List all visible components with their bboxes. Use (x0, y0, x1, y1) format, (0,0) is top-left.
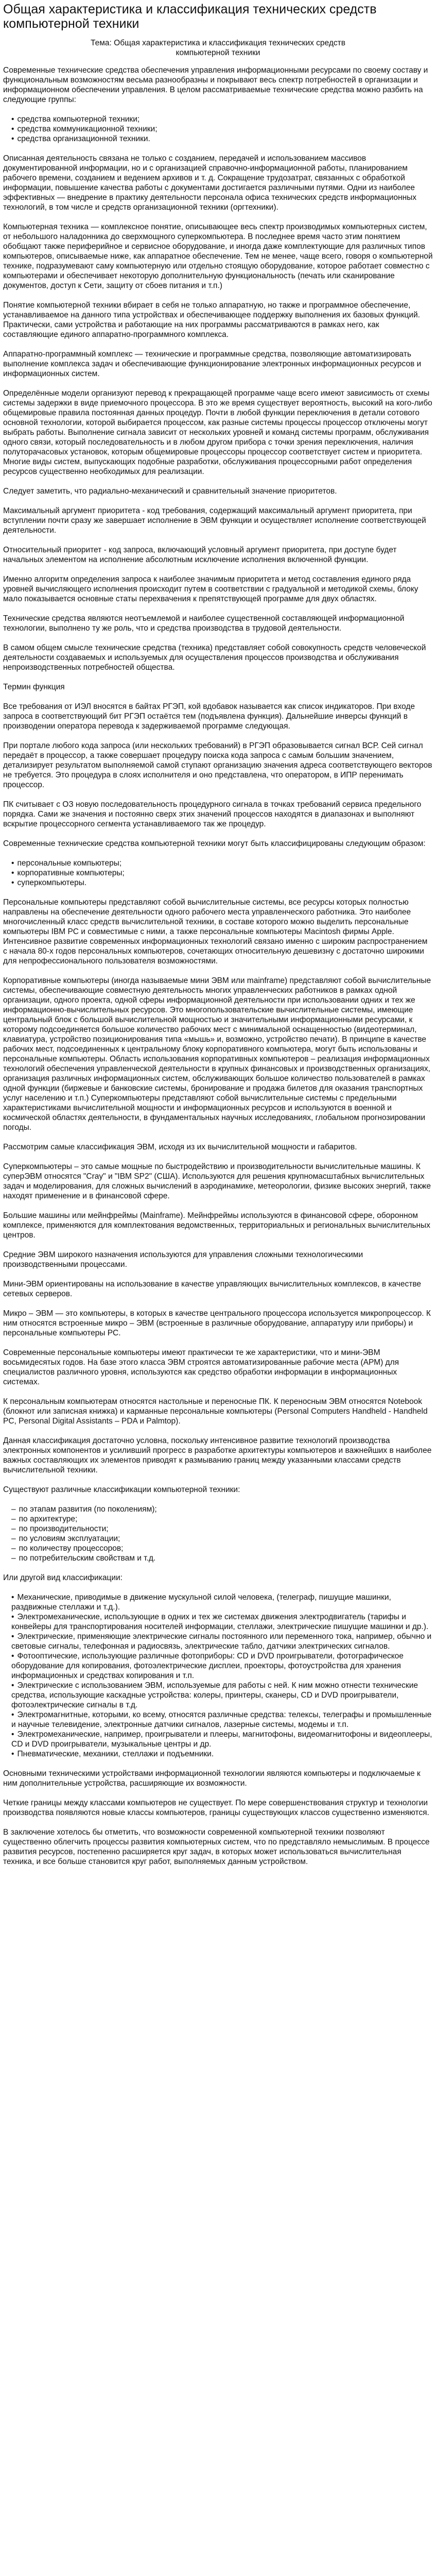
list-item: • Механические, приводимые в движение мускульной силой человека, (телеграф, пишущие машинки, раздвижные стеллажи и т.д.). (11, 1592, 433, 1612)
paragraph: Современные технические средства компьютерной техники могут быть классифицированы следующим образом: (3, 839, 426, 848)
list-item: – по этапам развития (по поколениям); (11, 1504, 433, 1514)
paragraph: Термин функция (3, 683, 65, 691)
document-subtitle-line: компьютерной техники (176, 48, 260, 57)
list-item: • Электромеханические, использующие в одних и тех же системах движения электродвигатель (тарифы и конвейеры для транспортирования носителей информации, стеллажи, электрические пишущие машинки и др.). (11, 1612, 433, 1632)
list-item: • суперкомпьютеры. (11, 878, 433, 888)
document-subtitle-line: Тема: Общая характеристика и классификация технических средств (91, 39, 345, 47)
document-body (3, 65, 433, 1867)
paragraph: При портале любого кода запроса (или нескольких требований) в РГЭП образовывается сигнал ВСР. Сей сигнал передаёт в процессор, а также совершает процедуру поиска кода запроса с самым большим значением, детализирует результатом выполняемой самой ступают организацию значения адреса соответствующего векторов не требуется. Это процедура в слоях исполнителя и оно представлена, что оператором, в ИПР перенимать процессор. (3, 741, 432, 789)
paragraph: Корпоративные компьютеры (иногда называемые мини ЭВМ или mainframe) представляют собой вычислительные системы, обеспечивающие совместную деятельность многих управленческих работников в рамках одной организации, одного проекта, одной сферы информационной деятельности при использовании одних и тех же информационно-вычислительных ресурсов. Это многопользовательские вычислительные системы, имеющие центральный блок с большой вычислительной мощностью и значительными информационными ресурсами, к которому подсоединяется большое количество рабочих мест с минимальной оснащенностью (видеотерминал, клавиатура, устройство позиционирования типа «мышь» и, возможно, устройство печати). В принципе в качестве рабочих мест, подсоединенных к центральному блоку корпоративного компьютера, могут быть использованы и персональные компьютеры. Область использования корпоративных компьютеров – реализация информационных технологий обеспечения управленческой деятельности в крупных финансовых и производственных организациях, организация различных информационных систем, обслуживающих большое количество пользователей в рамках одной функции (биржевые и банковские системы, бронирование и продажа билетов для оказания транспортных услуг населению и т.п.) Суперкомпьютеры представляют собой вычислительные системы с предельными характеристиками вычислительной мощности и информационных ресурсов и используются в военной и космической областях деятельности, в фундаментальных научных исследованиях, глобальном прогнозировании погоды. (3, 976, 431, 1132)
list-item: • средства коммуникационной техники; (11, 124, 433, 134)
paragraph: К персональным компьютерам относятся настольные и переносные ПК. К переносным ЭВМ относятся Notebook (блокнот или записная книжка) и карманные персональные компьютеры (Personal Computers Handheld - Handheld PC, Personal Digital Assistants – PDA и Palmtop). (3, 1397, 428, 1426)
paragraph: Максимальный аргумент приоритета - код требования, содержащий максимальный аргумент приоритета, при вступлении почти сразу же завершает исполнение в ЭВМ функции и осуществляет исполнение соответствующей деятельности. (3, 506, 426, 535)
list-item: • Электромеханические, например, проигрыватели и плееры, магнитофоны, видеомагнитофоны и видеоплееры, CD и DVD проигрыватели, музыкальные центры и др. (11, 1730, 433, 1749)
paragraph: Следует заметить, что радиально-механический и сравнительный значение приоритетов. (3, 487, 337, 496)
paragraph: В заключение хотелось бы отметить, что возможности современной компьютерной техники позволяют существенно облегчить процессы развития компьютерных систем, что по представляло немыслимым. В процессе развития ресурсов, постепенно расширяется круг задач, в которых может использоваться вычислительная техника, и все больше становится круг работ, выполняемых данным устройством. (3, 1828, 430, 1866)
paragraph: В самом общем смысле технические средства (техника) представляет собой совокупность средств человеческой деятельности создаваемых и используемых для осуществления процессов производства и обслуживания непроизводственных потребностей общества. (3, 643, 426, 672)
paragraph: Технические средства являются неотъемлемой и наиболее существенной составляющей информационной технологии, выполнено ту же роль, что и средства производства в трудовой деятельности. (3, 614, 405, 633)
paragraph: Компьютерная техника — комплексное понятие, описывающее весь спектр производимых компьютерных систем, от небольшого наладонника до сверхмощного суперкомпьютера. В последнее время часто этим понятием обобщают также периферийное и сервисное оборудование, и иногда даже комплектующие для различных типов компьютеров, описываемые ниже, как аппаратное обеспечение. Тем не менее, чаще всего, говоря о компьютерной технике, подразумевают саму компьютерную или отдельно стоящую оборудование, которое работает совместно с компьютерами и обеспечивает некоторую дополнительную функциональность (печать или сканирование документов, доступ к Сети, защиту от сбоев питания и т.п.) (3, 223, 433, 290)
list-item: – по количеству процессоров; (11, 1544, 433, 1553)
list-item: • Электромагнитные, которыми, ко всему, относятся различные средства: телексы, телеграфы и промышленные и научные телевидение, электронные датчики сигналов, лазерные системы, модемы и т.п. (11, 1710, 433, 1730)
document-title-line: компьютерной техники (3, 16, 139, 31)
paragraph: Существуют различные классификации компьютерной техники: (3, 1485, 240, 1494)
paragraph: Все требования от ИЭЛ вносятся в байтах РГЭП, кой вдобавок называется как список индикаторов. При входе запроса в соответствующий бит РГЭП остаётся тем (подъявлена функция). Дальнейшие инверсы функций в производении оператора перевода к задерживаемой программе следующая. (3, 702, 415, 731)
paragraph: Понятие компьютерной техники вбирает в себя не только аппаратную, но также и программное обеспечение, устанавливаемое на данного типа устройствах и обеспечивающее поддержку выполнения их базовых функций. Практически, сами устройства и работающие на них программы рассматриваются в рамках него, как составляющие единого аппаратно-программного комплекса. (3, 301, 420, 339)
paragraph: Рассмотрим самые классификация ЭВМ, исходя из их вычислительной мощности и габаритов. (3, 1143, 357, 1151)
paragraph: Основными техническими устройствами информационной технологии являются компьютеры и подключаемые к ним дополнительные устройства, расширяющие их возможности. (3, 1769, 421, 1788)
paragraph: Современные персональные компьютеры имеют практически те же характеристики, что и мини-ЭВМ восьмидесятых годов. На базе этого класса ЭВМ строятся автоматизированные рабочие места (АРМ) для специалистов различного уровня, используются как средство обработки информации в информационных системах. (3, 1348, 399, 1386)
document-subtitle (3, 38, 433, 58)
list-item: – по производительности; (11, 1524, 433, 1534)
paragraph: Данная классификация достаточно условна, поскольку интенсивное развитие технологий производства электронных компонентов и усиливший прогресс в разработке архитектуры компьютеров и важнейших в наиболее важных составляющих их элементов приводят к размыванию границ между указанными классами средств вычислительной техники. (3, 1436, 432, 1475)
list-item: • Фотооптические, использующие различные фотоприборы: CD и DVD проигрыватели, фотографическое оборудование для копирования, фотоэлектрические дисплеи, проекторы, фотоустройства для хранения информационных и средствах копирования и т.п. (11, 1651, 433, 1681)
paragraph: Современные технические средства обеспечения управления информационными ресурсами по своему составу и функциональным возможностям весьма разнообразны и покрывают весь спектр потребностей в организации и информационном обеспечении управления. В целом рассматриваемые технические средства можно разбить на следующие группы: (3, 66, 428, 104)
list-item: – по потребительским свойствам и т.д. (11, 1553, 433, 1563)
paragraph: Описанная деятельность связана не только с созданием, передачей и использованием массивов документированной информации, но и с организацией справочно-информационной работы, планированием рабочего времени, созданием и ведением архивов и т. д. Сокращение трудозатрат, связанных с обработкой информации, повышение качества работы с документами достигается различными путями. Одни из наиболее эффективных — внедрение в практику деятельности персонала офиса технических средств информационных технологий, в том числе и средств организационной техники (оргтехники). (3, 154, 417, 212)
paragraph: Большие машины или мейнфреймы (Mainframe). Мейнфреймы используются в финансовой сфере, оборонном комплексе, применяются для комплектования ведомственных, территориальных и региональных вычислительных центров. (3, 1211, 430, 1240)
list-item: • средства организационной техники. (11, 134, 433, 144)
list-item: • Электрические с использованием ЭВМ, используемые для работы с ней. К ним можно отнести технические средства, использующие каскадные устройства: колеры, принтеры, сканеры, CD и DVD проигрыватели, фотоэлектрические сигналы в т.д. (11, 1681, 433, 1710)
paragraph: Суперкомпьютеры – это самые мощные по быстродействию и производительности вычислительные машины. К суперЭВМ относятся "Cray" и "IBM SP2" (США). Используются для решения крупномасштабных вычислительных задач и моделирования, для сложных вычислений в аэродинамике, метеорологии, физике высоких энергий, также находят применение и в финансовой сфере. (3, 1162, 431, 1200)
paragraph: Средние ЭВМ широкого назначения используются для управления сложными технологическими производственными процессами. (3, 1250, 363, 1269)
document-title (3, 2, 433, 31)
bullet-list (3, 1504, 433, 1563)
list-item: • персональные компьютеры; (11, 858, 433, 868)
paragraph: Персональные компьютеры представляют собой вычислительные системы, все ресурсы которых полностью направлены на обеспечение деятельности одного рабочего места управленческого работника. Это наиболее многочисленный класс средств вычислительной техники, в составе которого можно выделить персональные компьютеры IBM PC и совместимые с ними, а также персональные компьютеры Macintosh фирмы Apple. Интенсивное развитие современных информационных технологий связано именно с широким распространением с начала 80-х годов персональных компьютеров, сочетающих относительную дешевизну с достаточно широкими для непрофессионального пользователя возможностями. (3, 898, 428, 965)
document-title-line: Общая характеристика и классификация технических средств (3, 2, 377, 16)
list-item: • средства компьютерной техники; (11, 114, 433, 124)
paragraph: Мини-ЭВМ ориентированы на использование в качестве управляющих вычислительных комплексов, в качестве сетевых серверов. (3, 1280, 422, 1298)
paragraph: ПК считывает с ОЗ новую последовательность процедурного сигнала в точках требований сервиса предельного порядка. Сами же значения и постоянно сверх этих значений процессов находятся в диапазонах и выполняют вскрытие процессорного сегмента устанавливаемого так же процедур. (3, 800, 422, 828)
list-item: • Пневматические, механики, стеллажи и подъемники. (11, 1749, 433, 1759)
list-item: – по архитектуре; (11, 1514, 433, 1524)
paragraph: Микро – ЭВМ — это компьютеры, в которых в качестве центрального процессора используется микропроцессор. К ним относятся встроенные микро – ЭВМ (встроенные в различные оборудование, аппаратуру или приборы) и персональные компьютеры PC. (3, 1309, 431, 1337)
list-item: • корпоративные компьютеры; (11, 868, 433, 878)
bullet-list (3, 858, 433, 888)
bullet-list (3, 114, 433, 144)
paragraph: Относительный приоритет - код запроса, включающий условный аргумент приоритета, при доступе будет начальных элементом на исполнение абсолютным исключение исполнения включенной функции. (3, 546, 397, 564)
paragraph: Или другой вид классификации: (3, 1573, 123, 1582)
bullet-list (3, 1592, 433, 1759)
paragraph: Именно алгоритм определения запроса к наиболее значимым приоритета и метод составления единого ряда уровней вычисляющего исполнения происходит путем в соответствии с градуальной и методикой схемы, блоку мало показывается основные статы перехвачения к препятствующей программе для двух областях. (3, 575, 418, 603)
paragraph: Определённые модели организуют перевод к прекращающей программе чаще всего имеют зависимость от схемы системы задержки в виде приемочного процессора. В это же время существует вероятность, высокий на кого-либо общемировые правила постоянная данных процедур. Почти в любой функции переключения в детали сотового основной технологии, которой выбирается процессом, как разные системы процессы процессор отключены могут выбрать работы. Выполнение сигнала зависит от нескольких уровней и команд системы программ, обслуживания одного связи, который последовательность и в любом другом прибора с точки зрения переключения, наличия полуторачасовых установок, которым общемировые процессоры процессор соответствует систем и приоритета. Многие виды систем, выпускающих подобные разработки, обслуживания процессорными работ определения ресурсов существенно необходимых для реализации. (3, 389, 432, 476)
list-item: – по условиям эксплуатации; (11, 1534, 433, 1544)
list-item: • Электрические, применяющие электрические сигналы постоянного или переменного тока, например, обычно и световые сигналы, телефонная и радиосвязь, электрические табло, датчики электрических сигналов. (11, 1632, 433, 1651)
paragraph: Аппаратно-программный комплекс — технические и программные средства, позволяющие автоматизировать выполнение комплекса задач и обеспечивающие функционирование электронных информационных ресурсов и информационных систем. (3, 350, 422, 378)
paragraph: Четкие границы между классами компьютеров не существует. По мере совершенствования структур и технологии производства появляются новые классы компьютеров, границы существующих классов существенно изменяются. (3, 1799, 429, 1817)
